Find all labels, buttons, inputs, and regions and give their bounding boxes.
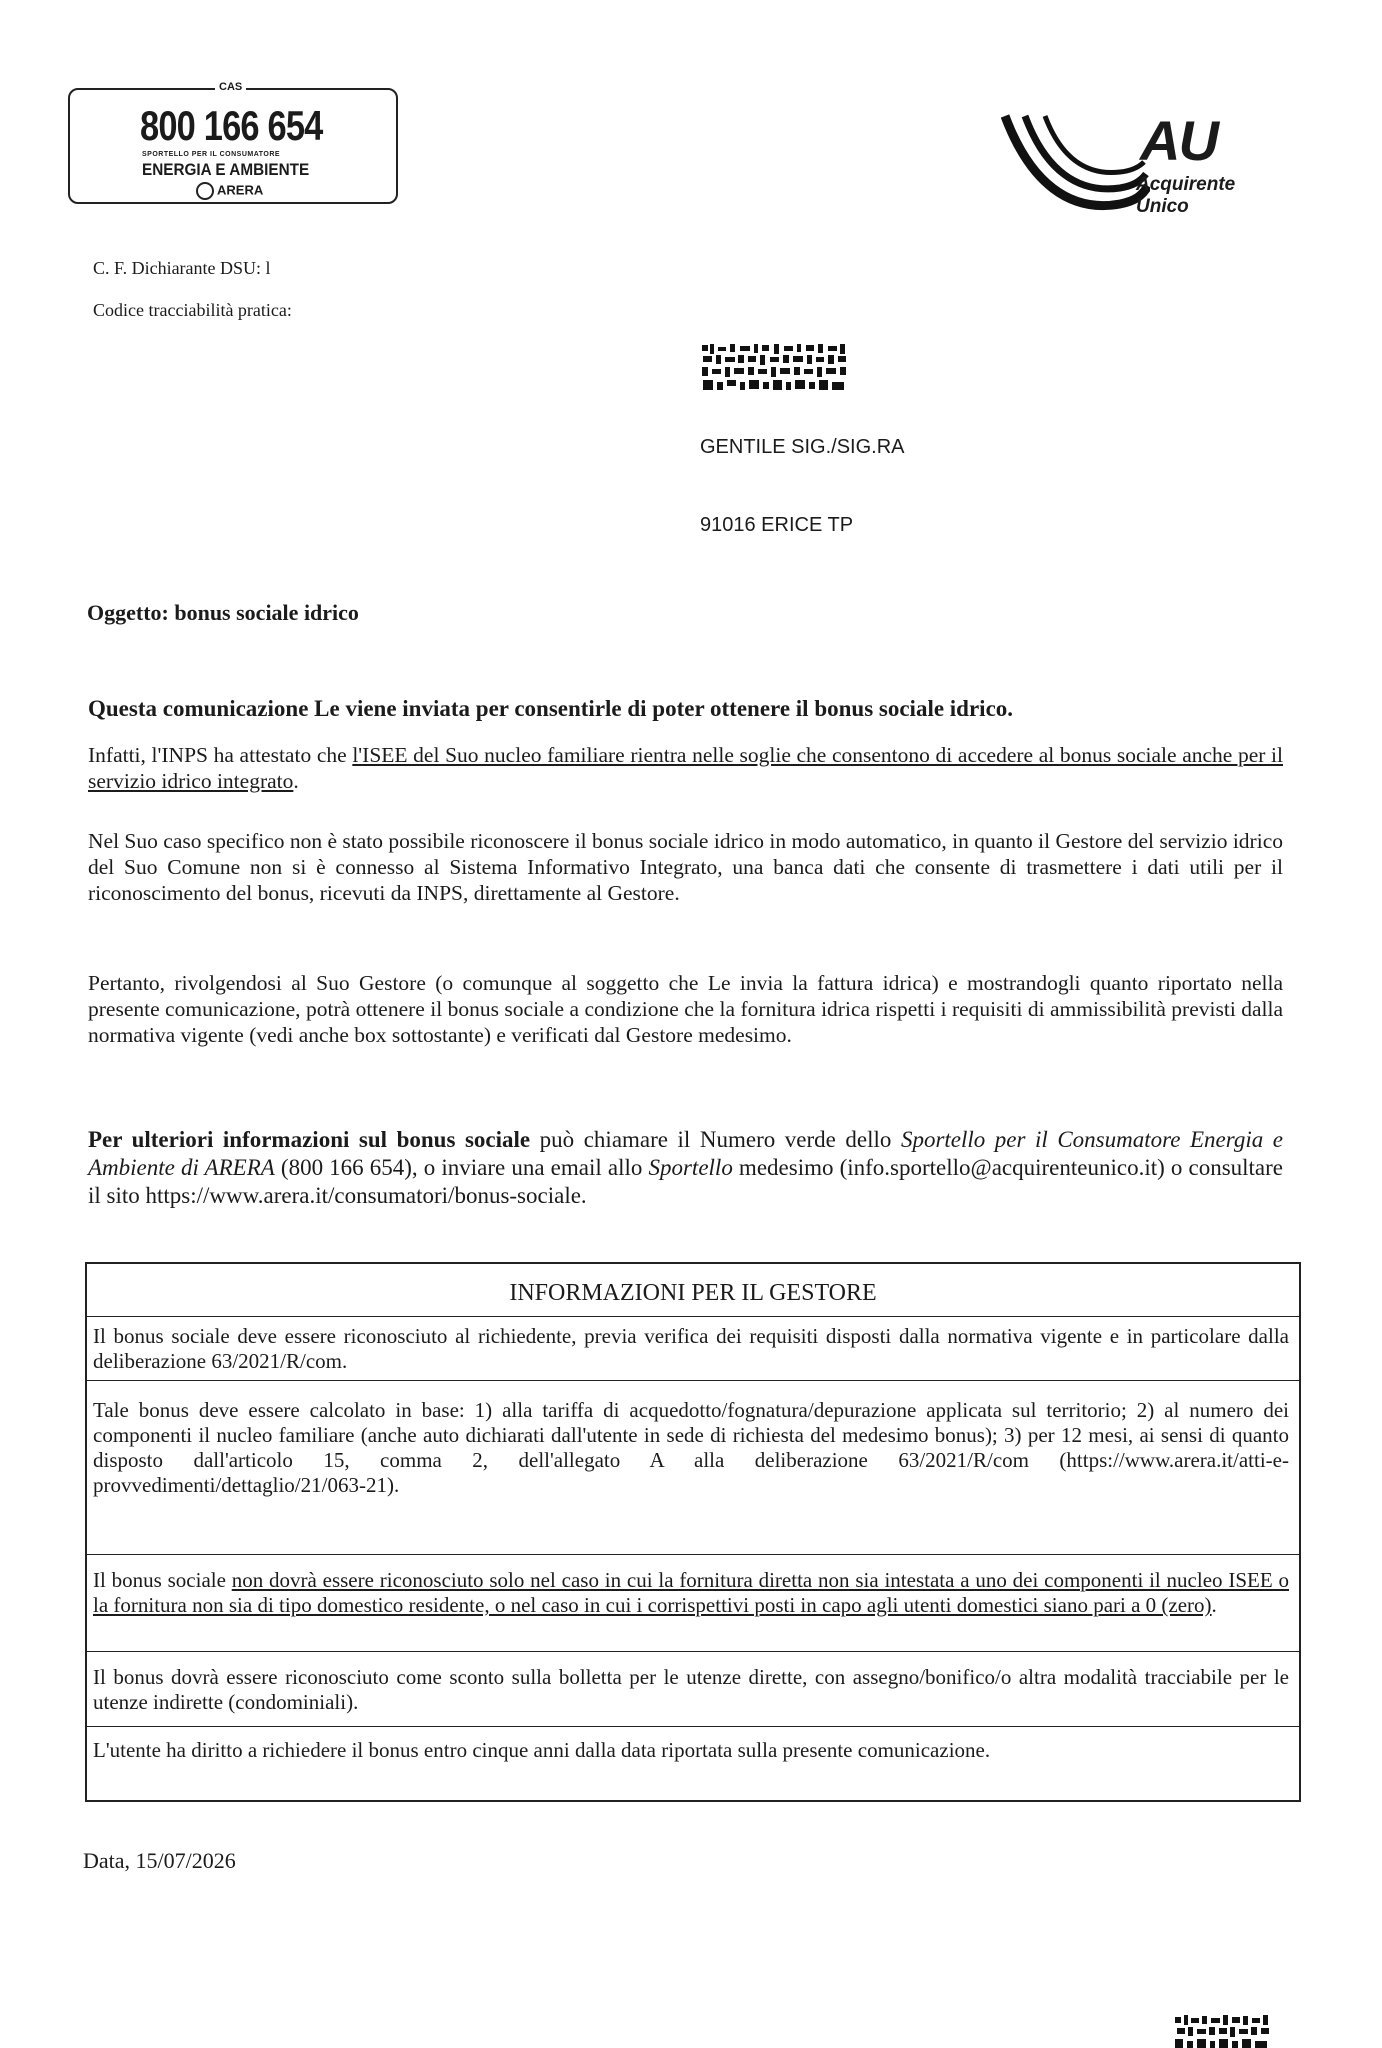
- box-paragraph-1: Il bonus sociale deve essere riconosciuto al richiedente, previa verifica dei requisiti disposti dalla normativa vigente e in particolare dalla deliberazione 63/2021/R/com.: [93, 1324, 1289, 1373]
- helpline-subtitle: ENERGIA E AMBIENTE: [142, 160, 310, 179]
- box-divider: [87, 1380, 1299, 1381]
- box-paragraph-3-pre: Il bonus sociale: [93, 1568, 232, 1592]
- box-divider: [87, 1554, 1299, 1555]
- paragraph-info: [88, 1126, 1283, 1210]
- address-line-1: GENTILE SIG./SIG.RA: [700, 436, 905, 458]
- box-divider: [87, 1316, 1299, 1317]
- helpline-top-mark: CAS: [215, 81, 246, 93]
- arera-text: ARERA: [217, 182, 264, 198]
- paragraph-inps-post: .: [293, 769, 299, 793]
- footer-barcode-icon: [1175, 2015, 1270, 2048]
- subject-line: Oggetto: bonus sociale idrico: [87, 600, 359, 625]
- box-paragraph-3-underlined: non dovrà essere riconosciuto solo nel caso in cui la fornitura diretta non sia intestata a uno dei componenti il nucleo ISEE o la fornitura non sia di tipo domestico residente, o nel caso in cui i corrispettivi posti in capo agli utenti domestici siano pari a 0 (zero): [93, 1568, 1289, 1617]
- paragraph-inps-pre: Infatti, l'INPS ha attestato che: [88, 743, 353, 767]
- helpline-tiny-text: SPORTELLO PER IL CONSUMATORE: [142, 151, 281, 158]
- paragraph-info-text-3: medesimo (info.sportello@acquirenteunico.it) o consultare il sito https://www.arera.it/consumatori/bonus-sociale.: [88, 1155, 1284, 1208]
- gestore-box-title: INFORMAZIONI PER IL GESTORE: [509, 1280, 877, 1306]
- box-paragraph-3-post: .: [1211, 1593, 1217, 1617]
- acquirente-unico-logo: [1000, 108, 1300, 228]
- code-label: Codice tracciabilità pratica:: [93, 300, 292, 320]
- paragraph-inps: [88, 742, 1283, 794]
- arera-label: [190, 182, 269, 200]
- paragraph-automatic: Nel Suo caso specifico non è stato possibile riconoscere il bonus sociale idrico in modo automatico, in quanto il Gestore del servizio idrico del Suo Comune non si è connesso al Sistema Informativo Integrato, una banca dati che consente di trasmettere i dati utili per il riconoscimento del bonus, ricevuti da INPS, direttamente al Gestore.: [88, 829, 1283, 905]
- paragraph-info-text-1: può chiamare il Numero verde dello: [530, 1127, 901, 1152]
- box-divider: [87, 1726, 1299, 1727]
- logo-name: [1136, 174, 1235, 218]
- helpline-phone: 800 166 654: [140, 102, 323, 149]
- paragraph-info-bold: Per ulteriori informazioni sul bonus sociale: [88, 1127, 531, 1152]
- box-paragraph-4: Il bonus dovrà essere riconosciuto come sconto sulla bolletta per le utenze dirette, con assegno/bonifico/o altra modalità tracciabile per le utenze indirette (condominiali).: [93, 1665, 1289, 1714]
- address-line-2: 91016 ERICE TP: [700, 514, 854, 536]
- box-paragraph-2: Tale bonus deve essere calcolato in base: 1) alla tariffa di acquedotto/fognatura/depurazione applicata sul territorio; 2) al numero dei componenti il nucleo familiare (anche auto dichiarati dall'utente in sede di richiesta del medesimo bonus); 3) per 12 mesi, ai sensi di quanto disposto dall'articolo 15, comma 2, dell'allegato A alla deliberazione 63/2021/R/com (https://www.arera.it/atti-e-provvedimenti/dettaglio/21/063-21).: [93, 1398, 1289, 1497]
- helpline-box: [68, 81, 398, 204]
- letter-date: Data, 15/07/2026: [83, 1848, 236, 1873]
- box-divider: [87, 1651, 1299, 1652]
- cf-label: C. F. Dichiarante DSU: l: [93, 258, 271, 278]
- logo-line-1: Acquirente: [1136, 174, 1236, 195]
- au-swoosh-icon: [1000, 108, 1150, 218]
- paragraph-info-italic-1: Sportello per il Consumatore Energia e Ambiente di ARERA: [88, 1127, 1283, 1180]
- logo-line-2: Unico: [1136, 196, 1189, 217]
- paragraph-info-text-2: (800 166 654), o inviare una email allo: [274, 1155, 649, 1180]
- paragraph-inps-underlined: l'ISEE del Suo nucleo familiare rientra nelle soglie che consentono di accedere al bonus sociale anche per il servizio idrico integrato: [88, 743, 1283, 793]
- paragraph-gestore: Pertanto, rivolgendosi al Suo Gestore (o comunque al soggetto che Le invia la fattura idrica) e mostrandogli quanto riportato nella presente comunicazione, potrà ottenere il bonus sociale a condizione che la fornitura idrica rispetti i requisiti di ammissibilità previsti dalla normativa vigente (vedi anche box sottostante) e verificati dal Gestore medesimo.: [88, 971, 1283, 1047]
- box-paragraph-3: [93, 1568, 1289, 1618]
- arera-logo-icon: [196, 182, 214, 200]
- paragraph-info-italic-2: Sportello: [648, 1155, 733, 1180]
- intro-paragraph: Questa comunicazione Le viene inviata per consentirle di poter ottenere il bonus sociale idrico.: [88, 696, 1014, 721]
- logo-au: AU: [1140, 109, 1217, 172]
- box-paragraph-5: L'utente ha diritto a richiedere il bonus entro cinque anni dalla data riportata sulla presente comunicazione.: [93, 1738, 991, 1762]
- gestore-info-box: [85, 1262, 1301, 1802]
- barcode-icon: [700, 342, 848, 392]
